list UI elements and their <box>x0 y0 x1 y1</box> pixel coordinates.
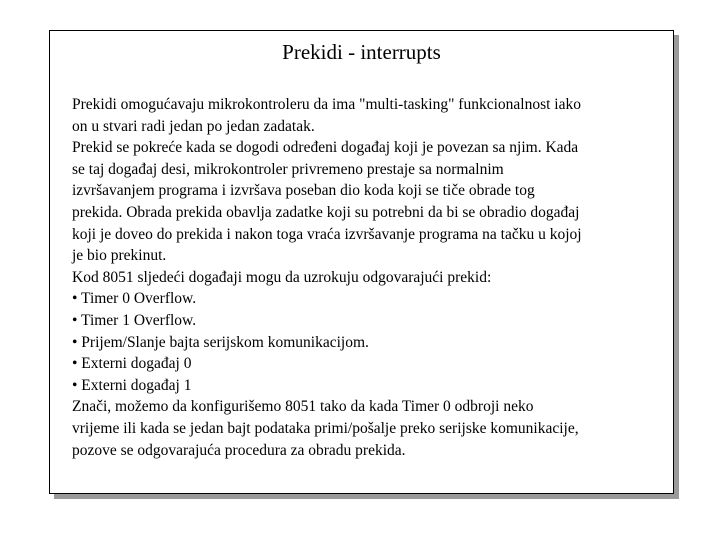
bullet-external-event-0: • Externi događaj 0 <box>72 355 192 373</box>
body-line-trigger-3: izvršavanjem programa i izvršava poseban dio koda koji se tiče obrade tog <box>72 182 535 200</box>
bullet-timer0-overflow: • Timer 0 Overflow. <box>72 290 197 308</box>
body-line-trigger-5: koji je doveo do prekida i nakon toga vraća izvršavanje programa na tačku u kojoj <box>72 225 582 243</box>
slide-body <box>72 94 672 461</box>
slide-frame <box>49 30 674 494</box>
body-line-trigger-6: je bio prekinut. <box>72 247 167 265</box>
body-line-intro-2: on u stvari radi jedan po jedan zadatak. <box>72 117 315 135</box>
body-line-trigger-1: Prekid se pokreće kada se dogodi određeni događaj koji je povezan sa njim. Kada <box>72 139 579 157</box>
bullet-external-event-1: • Externi događaj 1 <box>72 376 192 394</box>
slide-title: Prekidi - interrupts <box>282 40 441 64</box>
body-line-trigger-4: prekida. Obrada prekida obavlja zadatke koji su potrebni da bi se obradio događaj <box>72 203 580 221</box>
body-line-summary-1: Znači, možemo da konfigurišemo 8051 tako da kada Timer 0 odbroji neko <box>72 398 534 416</box>
body-line-intro-1: Prekidi omogućavaju mikrokontroleru da ima "multi-tasking" funkcionalnost iako <box>72 96 581 113</box>
body-line-summary-2: vrijeme ili kada se jedan bajt podataka primi/pošalje preko serijske komunikacije, <box>72 419 579 437</box>
body-line-trigger-2: se taj događaj desi, mikrokontroler privremeno prestaje sa normalnim <box>72 160 504 178</box>
bullet-serial-byte: • Prijem/Slanje bajta serijskom komunikacijom. <box>72 333 369 351</box>
bullet-timer1-overflow: • Timer 1 Overflow. <box>72 311 197 329</box>
body-line-summary-3: pozove se odgovarajuća procedura za obradu prekida. <box>72 441 406 459</box>
body-line-list-intro: Kod 8051 sljedeći događaji mogu da uzrokuju odgovarajući prekid: <box>72 268 492 286</box>
